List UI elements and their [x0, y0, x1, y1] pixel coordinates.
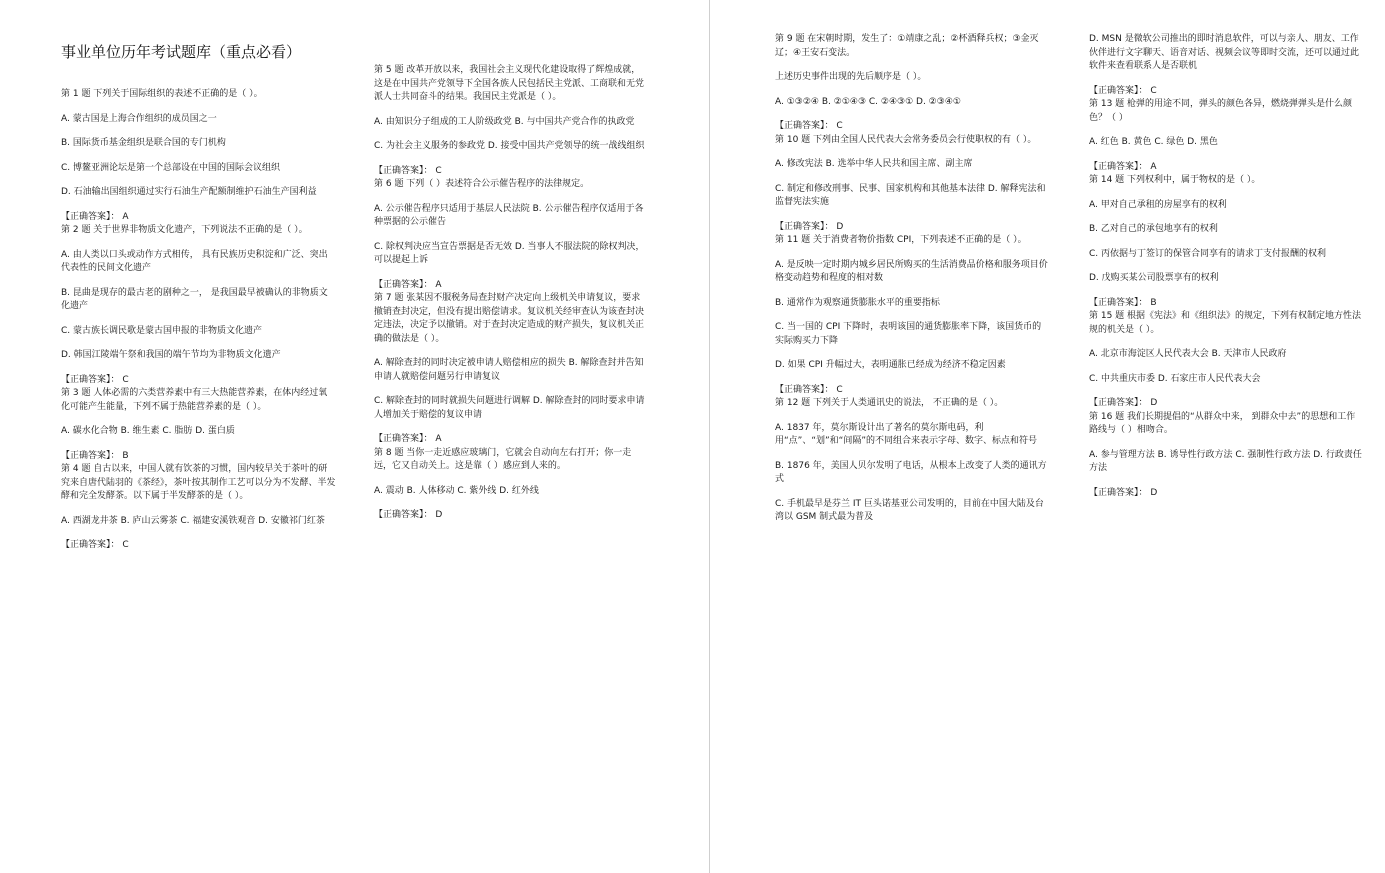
- answer-option: A. 是反映一定时期内城乡居民所购买的生活消费品价格和服务项目价格变动趋势和程度的相对数: [775, 259, 1048, 283]
- question-stem: 第 10 题 下列由全国人民代表大会常务委员会行使职权的有（ ）。: [775, 134, 1037, 145]
- answer-option: D. 石油输出国组织通过实行石油生产配额制维护石油生产国利益: [61, 187, 317, 197]
- answer-option: C. 中共重庆市委 D. 石家庄市人民代表大会: [1089, 373, 1261, 384]
- answer-option: C. 为社会主义服务的参政党 D. 接受中国共产党领导的统一战线组织: [374, 141, 645, 151]
- question-block: [775, 397, 1050, 525]
- answer-option: A. 公示催告程序只适用于基层人民法院 B. 公示催告程序仅适用于各种票据的公示催告: [374, 203, 644, 227]
- correct-answer: 【正确答案】： A: [374, 434, 442, 444]
- answer-option: A. 1837 年，莫尔斯设计出了著名的莫尔斯电码，利用“点”、“划”和“间隔”的不同组合来表示字母、数字、标点和符号: [775, 422, 1037, 446]
- correct-answer: 【正确答案】： D: [775, 221, 844, 232]
- answer-option: C. 手机最早是芬兰 IT 巨头诺基亚公司发明的，目前在中国大陆及台湾以 GSM 制式最为普及: [775, 498, 1044, 522]
- question-column-2: [374, 64, 649, 523]
- question-block: [61, 463, 336, 553]
- answer-option: C. 制定和修改刑事、民事、国家机构和其他基本法律 D. 解释宪法和监督宪法实施: [775, 183, 1046, 207]
- question-stem: 第 5 题 改革开放以来，我国社会主义现代化建设取得了辉煌成就，这是在中国共产党领导下全国各族人民包括民主党派、工商联和无党派人士共同奋斗的结果。我国民主党派是（ ）。: [374, 65, 645, 102]
- question-block: [775, 33, 1050, 134]
- question-block: [1089, 411, 1364, 501]
- answer-option: A. 参与管理方法 B. 诱导性行政方法 C. 强制性行政方法 D. 行政责任方法: [1089, 449, 1362, 473]
- correct-answer: 【正确答案】： B: [61, 450, 129, 461]
- question-block: [1089, 98, 1364, 174]
- answer-option: 上述历史事件出现的先后顺序是（ ）。: [775, 72, 927, 82]
- answer-option: A. 修改宪法 B. 选举中华人民共和国主席、副主席: [775, 159, 973, 169]
- question-column-4: [1089, 33, 1364, 500]
- answer-option: B. 国际货币基金组织是联合国的专门机构: [61, 138, 226, 148]
- question-block: [775, 134, 1050, 235]
- correct-answer: 【正确答案】： D: [1089, 398, 1158, 408]
- question-block: [1089, 33, 1364, 98]
- page-divider: [709, 0, 710, 873]
- question-block: [374, 292, 649, 447]
- correct-answer: 【正确答案】： D: [374, 510, 443, 520]
- question-block: [374, 447, 649, 523]
- correct-answer: 【正确答案】： A: [1089, 161, 1157, 172]
- question-stem: 第 1 题 下列关于国际组织的表述不正确的是（ ）。: [61, 89, 263, 99]
- answer-option: C. 蒙古族长调民歌是蒙古国申报的非物质文化遗产: [61, 325, 263, 336]
- correct-answer: 【正确答案】： A: [374, 279, 442, 290]
- answer-option: A. 北京市海淀区人民代表大会 B. 天津市人民政府: [1089, 349, 1287, 359]
- answer-option: D. 戊购买某公司股票享有的权利: [1089, 273, 1219, 283]
- answer-option: A. 蒙古国是上海合作组织的成员国之一: [61, 113, 217, 124]
- correct-answer: 【正确答案】： D: [1089, 487, 1158, 498]
- correct-answer: 【正确答案】： C: [61, 374, 129, 385]
- answer-option: C. 除权判决应当宣告票据是否无效 D. 当事人不服法院的除权判决，可以提起上诉: [374, 241, 645, 265]
- question-stem: 第 15 题 根据《宪法》和《组织法》的规定，下列有权制定地方性法规的机关是（ ）。: [1089, 311, 1362, 335]
- correct-answer: 【正确答案】： C: [61, 540, 129, 550]
- question-stem: 第 12 题 下列关于人类通讯史的说法， 不正确的是（ ）。: [775, 398, 1004, 408]
- answer-option: B. 1876 年，美国人贝尔发明了电话，从根本上改变了人类的通讯方式: [775, 460, 1047, 484]
- correct-answer: 【正确答案】： C: [775, 384, 843, 395]
- correct-answer: 【正确答案】： C: [775, 121, 843, 131]
- answer-option: A. ①③②④ B. ②①④③ C. ②④③① D. ②③④①: [775, 96, 961, 107]
- correct-answer: 【正确答案】： A: [61, 211, 129, 222]
- answer-option: D. 如果 CPI 升幅过大，表明通胀已经成为经济不稳定因素: [775, 360, 1006, 370]
- answer-option: B. 乙对自己的承包地享有的权利: [1089, 224, 1218, 234]
- answer-option: A. 震动 B. 人体移动 C. 紫外线 D. 红外线: [374, 485, 539, 496]
- question-stem: 第 6 题 下列（ ）表述符合公示催告程序的法律规定。: [374, 179, 590, 189]
- question-stem: 第 9 题 在宋朝时期，发生了：①靖康之乱；②杯酒释兵权；③金灭辽；④王安石变法。: [775, 34, 1039, 58]
- question-stem: 第 7 题 张某因不服税务局查封财产决定向上级机关申请复议，要求撤销查封决定，但没有提出赔偿请求。复议机关经审查认为该查封决定违法，决定予以撤销。对于查封决定造成的财产损失，复议机关正确的做法是（ ）。: [374, 293, 645, 344]
- answer-option: D. MSN 是微软公司推出的即时消息软件，可以与亲人、朋友、工作伙伴进行文字聊天、语音对话、视频会议等即时交流，还可以通过此软件来查看联系人是否联机: [1089, 34, 1360, 71]
- answer-option: B. 通常作为观察通货膨胀水平的重要指标: [775, 297, 940, 308]
- answer-option: A. 由人类以口头或动作方式相传， 具有民族历史积淀和广泛、突出代表性的民间文化遗产: [61, 249, 328, 273]
- question-block: [775, 234, 1050, 397]
- answer-option: A. 由知识分子组成的工人阶级政党 B. 与中国共产党合作的执政党: [374, 116, 635, 127]
- question-block: [374, 64, 649, 178]
- answer-option: A. 西湖龙井茶 B. 庐山云雾茶 C. 福建安溪铁观音 D. 安徽祁门红茶: [61, 515, 325, 526]
- answer-option: C. 解除查封的同时就损失问题进行调解 D. 解除查封的同时要求申请人增加关于赔偿的复议申请: [374, 396, 645, 420]
- correct-answer: 【正确答案】： B: [1089, 297, 1157, 308]
- question-stem: 第 14 题 下列权利中，属于物权的是（ ）。: [1089, 175, 1261, 185]
- answer-option: A. 碳水化合物 B. 维生素 C. 脂肪 D. 蛋白质: [61, 426, 235, 436]
- question-block: [61, 224, 336, 387]
- question-column-1: [61, 88, 336, 553]
- question-block: [1089, 174, 1364, 310]
- question-stem: 第 13 题 枪弹的用途不同，弹头的颜色各异，燃烧弹弹头是什么颜色？（ ）: [1089, 99, 1353, 123]
- correct-answer: 【正确答案】： C: [374, 165, 442, 176]
- question-block: [374, 178, 649, 292]
- answer-option: B. 昆曲是现存的最古老的剧种之一， 是我国最早被确认的非物质文化遗产: [61, 287, 328, 311]
- answer-option: A. 红色 B. 黄色 C. 绿色 D. 黑色: [1089, 137, 1218, 147]
- answer-option: C. 当一国的 CPI 下降时，表明该国的通货膨胀率下降，该国货币的实际购买力下降: [775, 322, 1042, 346]
- answer-option: A. 解除查封的同时决定被申请人赔偿相应的损失 B. 解除查封并告知申请人就赔偿问题另行申请复议: [374, 358, 644, 382]
- answer-option: A. 甲对自己承租的房屋享有的权利: [1089, 199, 1227, 210]
- question-stem: 第 2 题 关于世界非物质文化遗产，下列说法不正确的是（ ）。: [61, 225, 308, 235]
- question-stem: 第 16 题 我们长期提倡的“从群众中来， 到群众中去”的思想和工作路线与（ ）相吻合。: [1089, 411, 1356, 435]
- question-stem: 第 11 题 关于消费者物价指数 CPI，下列表述不正确的是（ ）。: [775, 235, 1027, 245]
- answer-option: C. 博鳌亚洲论坛是第一个总部设在中国的国际会议组织: [61, 162, 281, 173]
- document-title: 事业单位历年考试题库（重点必看）: [61, 43, 302, 61]
- question-block: [61, 387, 336, 463]
- question-stem: 第 4 题 自古以来，中国人就有饮茶的习惯，国内较早关于茶叶的研究来自唐代陆羽的《茶经》，茶叶按其制作工艺可以分为不发酵、半发酵和完全发酵茶。以下属于半发酵茶的是（ ）。: [61, 464, 336, 501]
- question-stem: 第 8 题 当你一走近感应玻璃门，它就会自动向左右打开；你一走远，它又自动关上。这是靠（ ）感应到人来的。: [374, 447, 632, 471]
- correct-answer: 【正确答案】： C: [1089, 85, 1157, 96]
- question-stem: 第 3 题 人体必需的六类营养素中有三大热能营养素，在体内经过氧化可能产生能量，下列不属于热能营养素的是（ ）。: [61, 388, 328, 412]
- answer-option: C. 丙依据与丁签订的保管合同享有的请求丁支付报酬的权利: [1089, 248, 1327, 259]
- question-block: [61, 88, 336, 224]
- question-block: [1089, 310, 1364, 411]
- answer-option: D. 韩国江陵端午祭和我国的端午节均为非物质文化遗产: [61, 350, 281, 360]
- question-column-3: [775, 33, 1050, 536]
